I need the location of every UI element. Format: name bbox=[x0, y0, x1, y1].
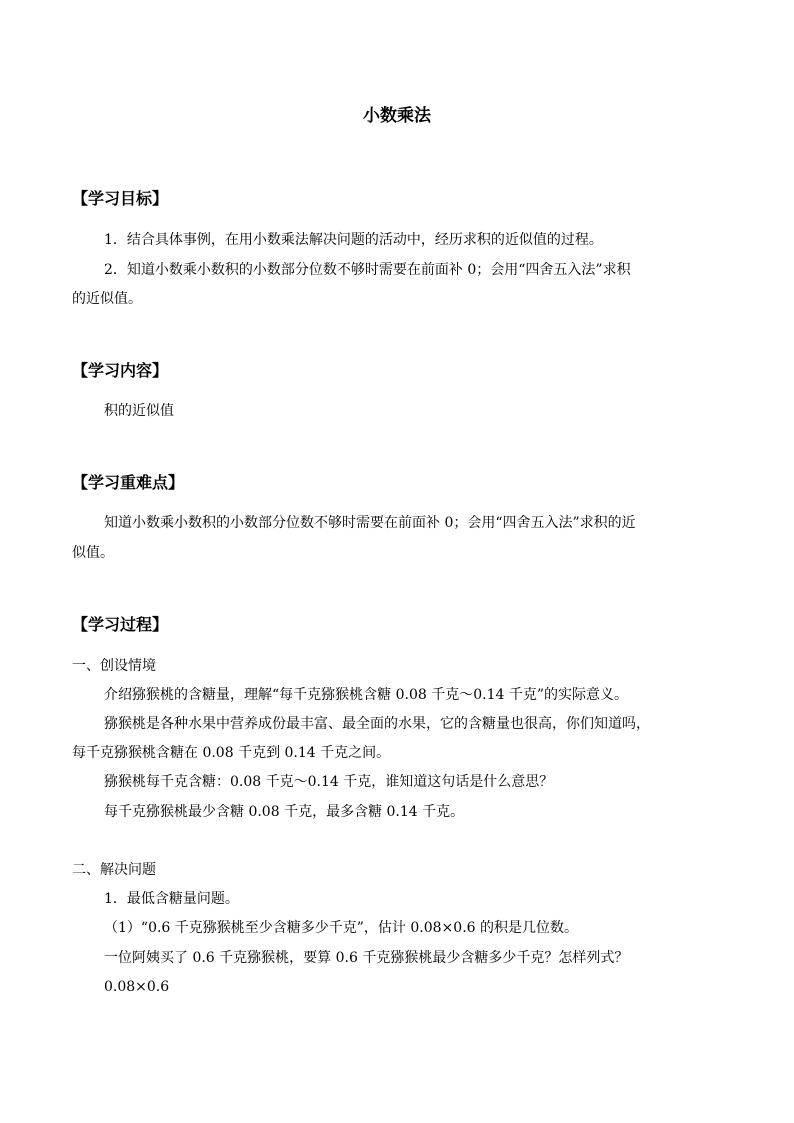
goals-heading: 【学习目标】 bbox=[72, 189, 169, 208]
process-heading: 【学习过程】 bbox=[72, 615, 169, 634]
section-2-paragraph-1: 1．最低含糖量问题。 bbox=[104, 891, 239, 907]
section-1-paragraph-4: 每千克猕猴桃最少含糖 0.08 千克，最多含糖 0.14 千克。 bbox=[104, 804, 465, 820]
goals-item-2-line-1: 2．知道小数乘小数积的小数部分位数不够时需要在前面补 0；会用“四舍五入法”求积 bbox=[104, 262, 631, 278]
goals-item-1: 1．结合具体事例，在用小数乘法解决问题的活动中，经历求积的近似值的过程。 bbox=[104, 232, 603, 248]
page-title: 小数乘法 bbox=[363, 106, 431, 126]
section-2-title: 二、解决问题 bbox=[72, 862, 156, 878]
section-1-title: 一、创设情境 bbox=[72, 658, 156, 674]
section-1-paragraph-2-line-2: 每千克猕猴桃含糖在 0.08 千克到 0.14 千克之间。 bbox=[72, 745, 391, 761]
section-2-paragraph-3: 一位阿姨买了 0.6 千克猕猴桃，要算 0.6 千克猕猴桃最少含糖多少千克？怎样列式？ bbox=[104, 950, 629, 966]
section-1-paragraph-1: 介绍猕猴桃的含糖量，理解“每千克猕猴桃含糖 0.08 千克～0.14 千克”的实际意义。 bbox=[104, 687, 629, 703]
section-2-paragraph-4: 0.08×0.6 bbox=[104, 979, 170, 995]
goals-item-2-line-2: 的近似值。 bbox=[72, 291, 142, 307]
section-2-paragraph-2: （1）“0.6 千克猕猴桃至少含糖多少千克”，估计 0.08×0.6 的积是几位数。 bbox=[104, 920, 579, 936]
keypoints-line-2: 似值。 bbox=[72, 545, 114, 561]
content-heading: 【学习内容】 bbox=[72, 361, 169, 380]
section-1-paragraph-3: 猕猴桃每千克含糖：0.08 千克～0.14 千克，谁知道这句话是什么意思？ bbox=[104, 774, 554, 790]
keypoints-heading: 【学习重难点】 bbox=[72, 473, 185, 492]
content-text: 积的近似值 bbox=[104, 403, 174, 419]
section-1-paragraph-2-line-1: 猕猴桃是各种水果中营养成份最丰富、最全面的水果，它的含糖量也很高，你们知道吗， bbox=[104, 716, 650, 732]
keypoints-line-1: 知道小数乘小数积的小数部分位数不够时需要在前面补 0；会用“四舍五入法”求积的近 bbox=[104, 515, 636, 531]
